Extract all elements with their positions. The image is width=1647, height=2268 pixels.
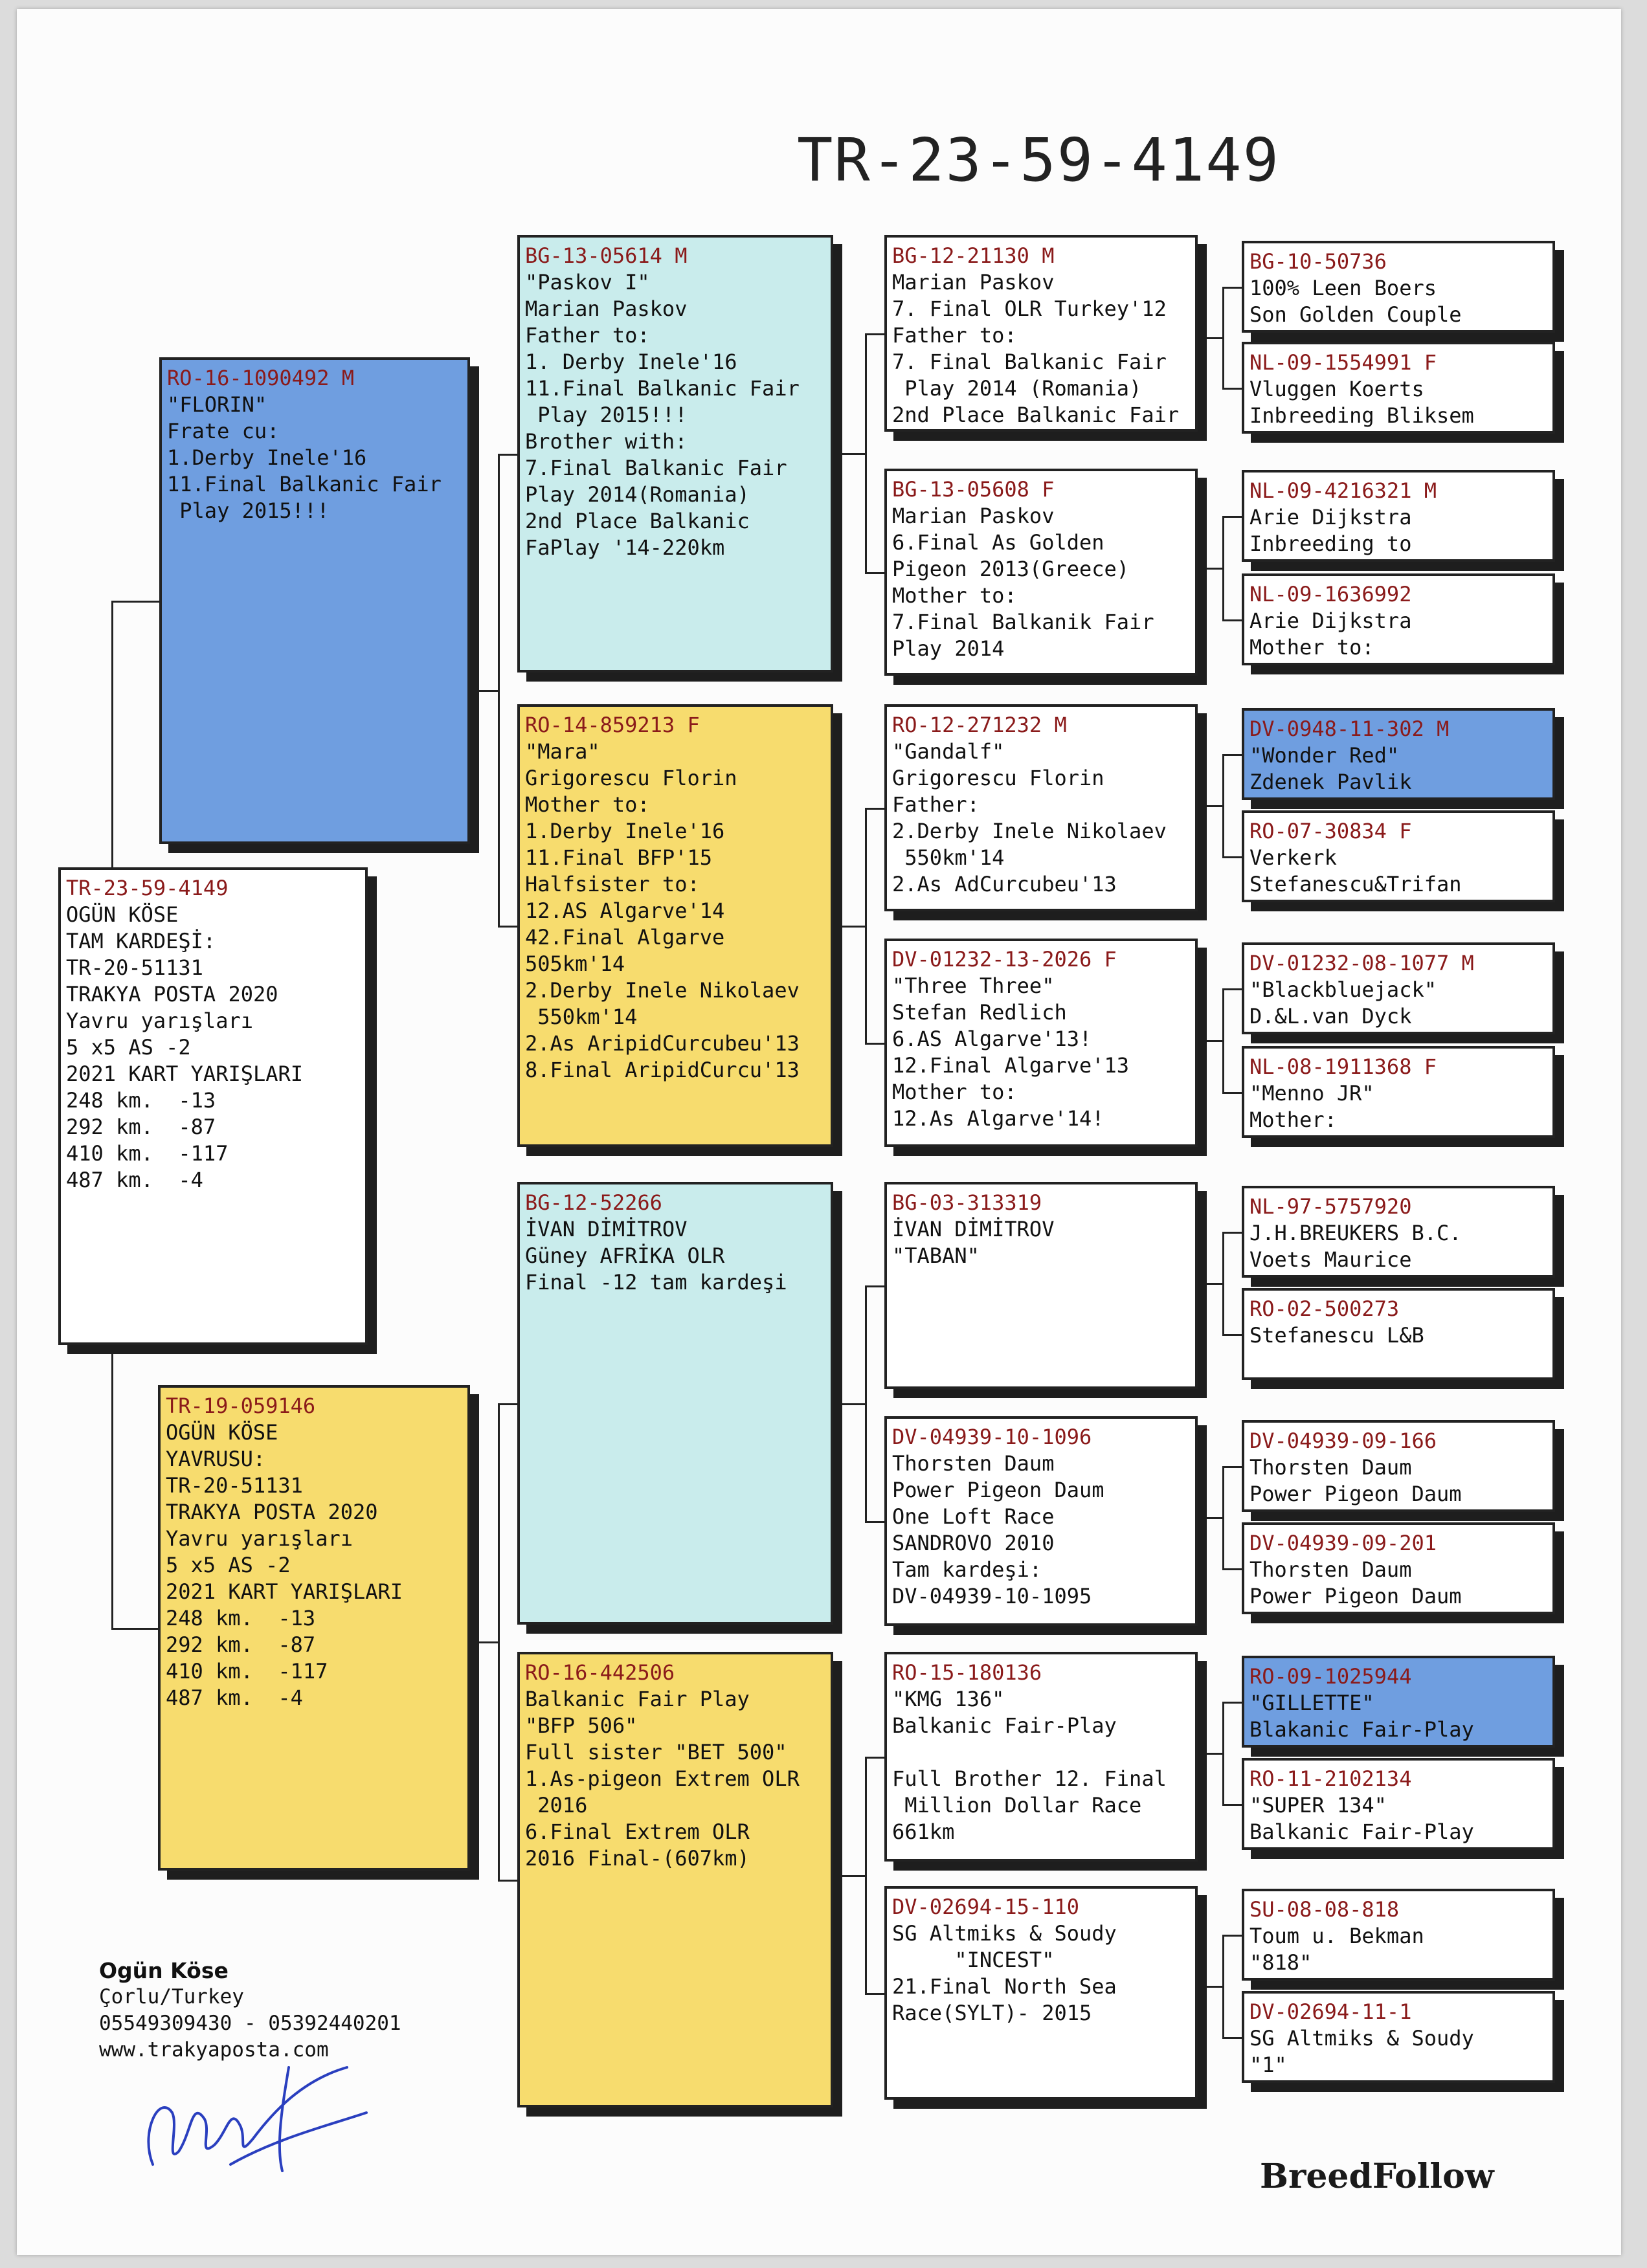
pedigree-line: 5 x5 AS -2 xyxy=(66,1035,191,1060)
pedigree-line: "TABAN" xyxy=(892,1243,980,1268)
pedigree-box-g3-7 xyxy=(884,1652,1198,1862)
pedigree-line: 487 km. -4 xyxy=(166,1685,303,1710)
ring-number: SU-08-08-818 xyxy=(1249,1897,1400,1922)
pedigree-box-g3-3 xyxy=(884,704,1198,911)
pedigree-box-g4-13 xyxy=(1242,1656,1555,1748)
pedigree-line: FaPlay '14-220km xyxy=(525,535,725,560)
pedigree-line: 11.Final Balkanic Fair xyxy=(525,376,800,401)
connector-line xyxy=(111,1628,158,1630)
pedigree-line: "INCEST" xyxy=(892,1948,1055,1972)
pedigree-line: Power Pigeon Daum xyxy=(1249,1584,1462,1608)
connector-line xyxy=(111,601,159,603)
pedigree-line: 550km'14 xyxy=(892,845,1005,870)
pedigree-line: "GILLETTE" xyxy=(1249,1691,1374,1715)
connector-line xyxy=(1222,1804,1242,1806)
connector-line xyxy=(1198,1753,1222,1755)
pedigree-box-dam-sire xyxy=(517,1182,833,1625)
connector-line xyxy=(1222,287,1242,289)
pedigree-line: 42.Final Algarve xyxy=(525,925,725,950)
pedigree-line xyxy=(892,1739,1190,1766)
pedigree-line: "Menno JR" xyxy=(1249,1081,1374,1106)
pedigree-line: 6.Final As Golden xyxy=(892,530,1104,555)
owner-website: www.trakyaposta.com xyxy=(99,2038,329,2062)
connector-line xyxy=(865,333,884,335)
pedigree-line: Mother to: xyxy=(892,1080,1017,1104)
pedigree-line: Father: xyxy=(892,792,980,817)
ring-number: TR-19-059146 xyxy=(166,1394,316,1418)
pedigree-line: YAVRUSU: xyxy=(166,1447,266,1471)
connector-line xyxy=(1222,1702,1242,1704)
ring-number: DV-01232-08-1077 M xyxy=(1249,951,1474,975)
pedigree-line: Güney AFRİKA OLR xyxy=(525,1243,725,1268)
ring-number: DV-04939-09-166 xyxy=(1249,1429,1437,1453)
pedigree-box-g3-2 xyxy=(884,469,1198,676)
ring-number: DV-04939-10-1096 xyxy=(892,1425,1092,1449)
pedigree-line: DV-04939-10-1095 xyxy=(892,1584,1092,1608)
pedigree-line: 6.AS Algarve'13! xyxy=(892,1027,1092,1051)
pedigree-line: 2nd Place Balkanic Fair xyxy=(892,403,1180,427)
pedigree-line: "Wonder Red" xyxy=(1249,743,1400,768)
pedigree-line: 1. Derby Inele'16 xyxy=(525,350,737,374)
pedigree-line: 21.Final North Sea xyxy=(892,1974,1117,1999)
connector-line xyxy=(1222,1092,1242,1094)
connector-line xyxy=(1222,388,1242,390)
ring-number: RO-09-1025944 xyxy=(1249,1664,1412,1689)
pedigree-line: 248 km. -13 xyxy=(166,1606,316,1630)
owner-name: Ogün Köse xyxy=(99,1958,229,1983)
pedigree-line: TRAKYA POSTA 2020 xyxy=(166,1500,378,1524)
pedigree-line: "KMG 136" xyxy=(892,1687,1005,1711)
connector-line xyxy=(865,1757,884,1759)
pedigree-line: "Paskov I" xyxy=(525,270,650,295)
pedigree-line: 8.Final AripidCurcu'13 xyxy=(525,1058,800,1082)
ring-number: DV-02694-11-1 xyxy=(1249,1999,1412,2024)
pedigree-line: Zdenek Pavlik xyxy=(1249,770,1412,794)
connector-line xyxy=(865,808,884,810)
pedigree-line: SG Altmiks & Soudy xyxy=(892,1921,1117,1946)
signature-icon xyxy=(133,2054,379,2184)
pedigree-line: 5 x5 AS -2 xyxy=(166,1553,291,1577)
connector-line xyxy=(1222,1466,1242,1468)
ring-number: RO-02-500273 xyxy=(1249,1296,1400,1321)
pedigree-line: 7.Final Balkanik Fair xyxy=(892,610,1154,634)
pedigree-line: 7. Final Balkanic Fair xyxy=(892,350,1167,374)
pedigree-line: Frate cu: xyxy=(167,419,280,443)
pedigree-line: İVAN DİMİTROV xyxy=(892,1217,1055,1241)
connector-line xyxy=(865,1043,884,1045)
pedigree-line: Thorsten Daum xyxy=(1249,1557,1412,1582)
pedigree-line: Grigorescu Florin xyxy=(892,766,1104,790)
connector-line xyxy=(1198,1986,1222,1988)
connector-line xyxy=(865,1757,867,1993)
pedigree-line: 1.Derby Inele'16 xyxy=(167,445,367,470)
ring-number: NL-08-1911368 F xyxy=(1249,1054,1437,1079)
connector-line xyxy=(1222,619,1242,621)
pedigree-line: 11.Final BFP'15 xyxy=(525,845,712,870)
ring-number: RO-15-180136 xyxy=(892,1660,1042,1685)
pedigree-line: Yavru yarışları xyxy=(66,1008,253,1033)
pedigree-line: TRAKYA POSTA 2020 xyxy=(66,982,278,1006)
pedigree-sheet xyxy=(17,9,1621,2255)
connector-line xyxy=(865,572,884,574)
owner-phone: 05549309430 - 05392440201 xyxy=(99,2012,401,2035)
connector-line xyxy=(1198,1283,1222,1285)
brand-logo: BreedFollow xyxy=(1260,2157,1494,2196)
pedigree-line: Arie Dijkstra xyxy=(1249,608,1412,633)
ring-number: NL-09-1636992 xyxy=(1249,582,1412,606)
pedigree-line: 2nd Place Balkanic xyxy=(525,509,750,533)
connector-line xyxy=(1222,1568,1242,1570)
pedigree-line: 1.Derby Inele'16 xyxy=(525,819,725,843)
ring-number: TR-23-59-4149 xyxy=(66,876,229,900)
connector-line xyxy=(865,1285,867,1521)
pedigree-box-g4-3 xyxy=(1242,470,1555,562)
ring-number: DV-0948-11-302 M xyxy=(1249,717,1450,741)
connector-line xyxy=(470,690,498,692)
pedigree-line: 2.Derby Inele Nikolaev xyxy=(525,978,800,1003)
pedigree-line: Inbreeding Bliksem xyxy=(1249,403,1474,428)
pedigree-line: 12.Final Algarve'13 xyxy=(892,1053,1130,1078)
pedigree-line: Pigeon 2013(Greece) xyxy=(892,557,1130,581)
connector-line xyxy=(1222,516,1224,619)
pedigree-line: Balkanic Fair Play xyxy=(525,1687,750,1711)
pedigree-line: 410 km. -117 xyxy=(66,1141,229,1166)
pedigree-box-g4-7 xyxy=(1242,942,1555,1034)
ring-number: DV-01232-13-2026 F xyxy=(892,947,1117,972)
pedigree-line: 292 km. -87 xyxy=(166,1632,316,1657)
pedigree-line: One Loft Race xyxy=(892,1504,1055,1529)
owner-info xyxy=(99,1957,401,2063)
pedigree-line: Stefan Redlich xyxy=(892,1000,1067,1025)
pedigree-box-g4-5 xyxy=(1242,708,1555,800)
connector-line xyxy=(498,1403,500,1880)
pedigree-box-g4-16 xyxy=(1242,1991,1555,2083)
pedigree-line: Arie Dijkstra xyxy=(1249,505,1412,529)
pedigree-line: "BFP 506" xyxy=(525,1713,638,1738)
connector-line xyxy=(1222,1466,1224,1568)
ring-number: BG-13-05614 M xyxy=(525,243,688,268)
pedigree-line: Mother to: xyxy=(1249,635,1374,660)
pedigree-line: Verkerk xyxy=(1249,845,1337,870)
ring-number: BG-12-52266 xyxy=(525,1190,662,1215)
connector-line xyxy=(833,1875,865,1877)
connector-line xyxy=(1222,516,1242,518)
pedigree-box-g4-2 xyxy=(1242,342,1555,434)
connector-line xyxy=(470,1641,498,1643)
pedigree-line: Toum u. Bekman xyxy=(1249,1924,1424,1948)
connector-line xyxy=(1222,988,1242,990)
pedigree-box-g3-4 xyxy=(884,939,1198,1147)
connector-line xyxy=(1222,1232,1242,1234)
pedigree-line: SANDROVO 2010 xyxy=(892,1531,1055,1555)
pedigree-line: 1.As-pigeon Extrem OLR xyxy=(525,1766,800,1791)
connector-line xyxy=(865,1993,884,1995)
pedigree-box-g4-11 xyxy=(1242,1420,1555,1512)
pedigree-line: Play 2015!!! xyxy=(525,403,688,427)
pedigree-line: Million Dollar Race xyxy=(892,1793,1142,1818)
connector-line xyxy=(1222,1232,1224,1334)
pedigree-line: Vluggen Koerts xyxy=(1249,377,1424,401)
pedigree-box-subject xyxy=(58,867,368,1345)
pedigree-line: 2.Derby Inele Nikolaev xyxy=(892,819,1167,843)
connector-line xyxy=(1198,337,1222,339)
pedigree-line: TR-20-51131 xyxy=(166,1473,303,1498)
pedigree-line: 550km'14 xyxy=(525,1005,638,1029)
pedigree-line: Father to: xyxy=(525,323,650,348)
connector-line xyxy=(498,1880,517,1882)
pedigree-box-sire xyxy=(159,357,470,844)
pedigree-line: "Gandalf" xyxy=(892,739,1005,764)
pedigree-box-g4-4 xyxy=(1242,573,1555,665)
pedigree-line: 2021 KART YARIŞLARI xyxy=(166,1579,403,1604)
pedigree-line: Son Golden Couple xyxy=(1249,302,1462,327)
pedigree-line: SG Altmiks & Soudy xyxy=(1249,2026,1474,2051)
pedigree-line: 7.Final Balkanic Fair xyxy=(525,456,787,480)
pedigree-box-sire-dam xyxy=(517,704,833,1147)
pedigree-line: Blakanic Fair-Play xyxy=(1249,1717,1474,1742)
pedigree-line: Brother with: xyxy=(525,429,688,454)
connector-line xyxy=(1198,568,1222,570)
connector-line xyxy=(1222,988,1224,1092)
pedigree-line: Grigorescu Florin xyxy=(525,766,737,790)
pedigree-line: Father to: xyxy=(892,323,1017,348)
pedigree-line: Thorsten Daum xyxy=(892,1451,1055,1476)
connector-line xyxy=(1222,1334,1242,1336)
connector-line xyxy=(1222,754,1224,856)
pedigree-line: Full sister "BET 500" xyxy=(525,1740,787,1764)
pedigree-line: 100% Leen Boers xyxy=(1249,276,1437,300)
connector-line xyxy=(1222,1935,1224,2037)
pedigree-line: 487 km. -4 xyxy=(66,1168,203,1192)
pedigree-line: 2021 KART YARIŞLARI xyxy=(66,1062,304,1086)
pedigree-title: TR-23-59-4149 xyxy=(797,126,1281,195)
pedigree-box-dam-dam xyxy=(517,1652,833,2107)
pedigree-line: Race(SYLT)- 2015 xyxy=(892,2001,1092,2025)
pedigree-line: OGÜN KÖSE xyxy=(66,902,179,927)
connector-line xyxy=(833,453,865,455)
ring-number: NL-09-1554991 F xyxy=(1249,350,1437,375)
pedigree-line: TAM KARDEŞİ: xyxy=(66,929,216,953)
ring-number: RO-16-1090492 M xyxy=(167,366,354,390)
pedigree-line: TR-20-51131 xyxy=(66,955,203,980)
ring-number: NL-09-4216321 M xyxy=(1249,478,1437,503)
pedigree-line: Power Pigeon Daum xyxy=(1249,1482,1462,1506)
pedigree-line: Marian Paskov xyxy=(892,270,1055,295)
pedigree-line: Marian Paskov xyxy=(892,504,1055,528)
pedigree-line: Halfsister to: xyxy=(525,872,700,896)
pedigree-line: 12.As Algarve'14! xyxy=(892,1106,1104,1131)
connector-line xyxy=(498,926,517,928)
pedigree-line: Thorsten Daum xyxy=(1249,1455,1412,1480)
pedigree-line: Final -12 tam kardeşi xyxy=(525,1270,787,1295)
connector-line xyxy=(1222,287,1224,388)
pedigree-box-g3-6 xyxy=(884,1416,1198,1626)
pedigree-line: "Blackbluejack" xyxy=(1249,977,1437,1002)
pedigree-line: "Mara" xyxy=(525,739,600,764)
pedigree-line: OGÜN KÖSE xyxy=(166,1420,278,1445)
pedigree-line: D.&L.van Dyck xyxy=(1249,1004,1412,1028)
ring-number: RO-07-30834 F xyxy=(1249,819,1412,843)
connector-line xyxy=(1198,1040,1222,1042)
pedigree-line: Play 2014(Romania) xyxy=(525,482,750,507)
ring-number: BG-12-21130 M xyxy=(892,243,1055,268)
pedigree-box-g4-14 xyxy=(1242,1758,1555,1850)
pedigree-box-g3-1 xyxy=(884,235,1198,432)
pedigree-line: Balkanic Fair-Play xyxy=(1249,1819,1474,1844)
pedigree-box-dam xyxy=(158,1385,470,1871)
connector-line xyxy=(865,808,867,1043)
ring-number: DV-02694-15-110 xyxy=(892,1895,1079,1919)
pedigree-line: 2.As AdCurcubeu'13 xyxy=(892,872,1117,896)
ring-number: RO-16-442506 xyxy=(525,1660,675,1685)
pedigree-line: Stefanescu&Trifan xyxy=(1249,872,1462,896)
pedigree-line: Full Brother 12. Final xyxy=(892,1766,1167,1791)
connector-line xyxy=(865,1521,884,1523)
ring-number: NL-97-5757920 xyxy=(1249,1194,1412,1219)
pedigree-line: 410 km. -117 xyxy=(166,1659,328,1684)
connector-line xyxy=(1222,2037,1242,2039)
pedigree-line: Mother: xyxy=(1249,1107,1337,1132)
ring-number: RO-12-271232 M xyxy=(892,713,1067,737)
pedigree-line: "FLORIN" xyxy=(167,392,267,417)
connector-line xyxy=(1222,1935,1242,1937)
pedigree-box-g4-15 xyxy=(1242,1889,1555,1981)
pedigree-line: 2.As AripidCurcubeu'13 xyxy=(525,1031,800,1056)
pedigree-line: Yavru yarışları xyxy=(166,1526,353,1551)
pedigree-line: İVAN DİMİTROV xyxy=(525,1217,688,1241)
ring-number: DV-04939-09-201 xyxy=(1249,1531,1437,1555)
pedigree-box-g3-8 xyxy=(884,1886,1198,2100)
pedigree-line: Play 2015!!! xyxy=(167,498,330,523)
ring-number: BG-13-05608 F xyxy=(892,477,1055,502)
pedigree-line: 248 km. -13 xyxy=(66,1088,216,1113)
pedigree-line: Voets Maurice xyxy=(1249,1247,1412,1272)
pedigree-line: 6.Final Extrem OLR xyxy=(525,1819,750,1844)
pedigree-line: Play 2014 (Romania) xyxy=(892,376,1142,401)
pedigree-line: 12.AS Algarve'14 xyxy=(525,898,725,923)
connector-line xyxy=(1198,805,1222,807)
pedigree-line: 7. Final OLR Turkey'12 xyxy=(892,296,1167,321)
pedigree-line: 661km xyxy=(892,1819,955,1844)
pedigree-line: 11.Final Balkanic Fair xyxy=(167,472,442,496)
pedigree-line: 505km'14 xyxy=(525,951,625,976)
ring-number: BG-03-313319 xyxy=(892,1190,1042,1215)
connector-line xyxy=(1198,1517,1222,1519)
connector-line xyxy=(865,1285,884,1287)
connector-line xyxy=(1222,856,1242,858)
pedigree-line: Marian Paskov xyxy=(525,296,688,321)
connector-line xyxy=(833,926,865,928)
pedigree-line: Mother to: xyxy=(892,583,1017,608)
pedigree-line: Balkanic Fair-Play xyxy=(892,1713,1117,1738)
pedigree-line: Stefanescu L&B xyxy=(1249,1323,1424,1348)
ring-number: RO-14-859213 F xyxy=(525,713,700,737)
pedigree-box-g4-1 xyxy=(1242,241,1555,333)
pedigree-box-g4-12 xyxy=(1242,1522,1555,1614)
pedigree-line: 292 km. -87 xyxy=(66,1115,216,1139)
pedigree-box-g4-9 xyxy=(1242,1186,1555,1278)
pedigree-box-g4-10 xyxy=(1242,1288,1555,1380)
connector-line xyxy=(498,454,500,926)
pedigree-line: Tam kardeşi: xyxy=(892,1557,1042,1582)
owner-location: Çorlu/Turkey xyxy=(99,1985,244,2008)
pedigree-line: 2016 Final-(607km) xyxy=(525,1846,750,1871)
ring-number: RO-11-2102134 xyxy=(1249,1766,1412,1791)
connector-line xyxy=(498,454,517,456)
pedigree-box-g4-6 xyxy=(1242,810,1555,902)
pedigree-line: "818" xyxy=(1249,1950,1312,1975)
pedigree-box-sire-sire xyxy=(517,235,833,673)
pedigree-line: 2016 xyxy=(525,1793,588,1818)
connector-line xyxy=(1222,754,1242,756)
ring-number: BG-10-50736 xyxy=(1249,249,1387,274)
pedigree-line: Inbreeding to xyxy=(1249,531,1412,556)
pedigree-line: "1" xyxy=(1249,2052,1287,2077)
connector-line xyxy=(833,1403,865,1405)
pedigree-box-g4-8 xyxy=(1242,1046,1555,1138)
connector-line xyxy=(1222,1702,1224,1804)
pedigree-line: Play 2014 xyxy=(892,636,1005,661)
connector-line xyxy=(865,333,867,572)
connector-line xyxy=(498,1403,517,1405)
pedigree-line: "SUPER 134" xyxy=(1249,1793,1387,1818)
pedigree-line: Power Pigeon Daum xyxy=(892,1478,1104,1502)
pedigree-line: "Three Three" xyxy=(892,973,1055,998)
pedigree-line: Mother to: xyxy=(525,792,650,817)
pedigree-box-g3-5 xyxy=(884,1182,1198,1389)
pedigree-line: J.H.BREUKERS B.C. xyxy=(1249,1221,1462,1245)
